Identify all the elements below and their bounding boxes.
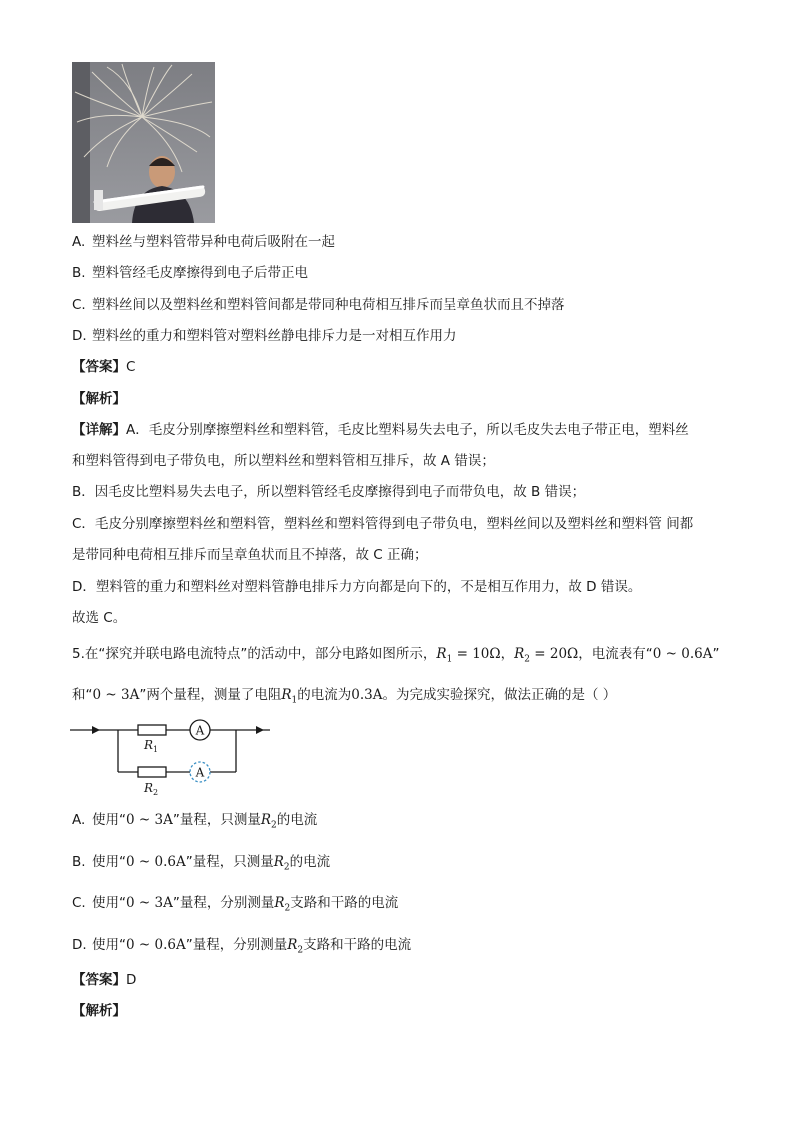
q4-option-b: B. 塑料管经毛皮摩擦得到电子后带正电 [72, 265, 308, 281]
q5-option-d: D. 使用“0 ~ 0.6A”量程，分别测量$R_2$支路和干路的电流 [72, 937, 412, 956]
q5-analysis-heading: 【解析】 [72, 1003, 126, 1019]
q4-detail-line-5: 是带同种电荷相互排斥而呈章鱼状而且不掉落，故 C 正确； [72, 547, 428, 563]
q4-conclusion: 故选 C。 [72, 610, 127, 626]
q4-answer: 【答案】C [72, 359, 136, 375]
q4-option-c: C. 塑料丝间以及塑料丝和塑料管间都是带同种电荷相互排斥而呈章鱼状而且不掉落 [72, 297, 565, 313]
ammeter-main-label: A [195, 723, 205, 738]
q5-stem-line-2: 和“0 ~ 3A”两个量程，测量了电阻$R_1$的电流为0.3A。为完成实验探究，做法正确的是（ ） [72, 687, 617, 706]
q4-detail-line-3: B．因毛皮比塑料易失去电子，所以塑料管经毛皮摩擦得到电子而带负电，故 B 错误； [72, 484, 586, 500]
q4-option-d: D. 塑料丝的重力和塑料管对塑料丝静电排斥力是一对相互作用力 [72, 328, 457, 344]
resistor-r2 [138, 767, 166, 777]
q4-analysis-heading: 【解析】 [72, 391, 126, 407]
r1-label: $R_1$ [144, 738, 159, 754]
r1-symbol: $R_1$ [281, 687, 298, 706]
q4-detail-line-4: C．毛皮分别摩擦塑料丝和塑料管，塑料丝和塑料管得到电子带负电，塑料丝间以及塑料丝和塑料管 间都 [72, 516, 694, 532]
octopus-experiment-photo [72, 62, 215, 223]
q5-stem-line-1: 5.在“探究并联电路电流特点”的活动中，部分电路如图所示，$R_1 = 10\Omega$，$R_2 = 20\Omega$，电流表有“0 ~ 0.6A” [72, 646, 720, 665]
q5-answer: 【答案】D [72, 972, 137, 988]
r2-equation: $R_2 = 20\Omega$ [514, 646, 579, 665]
ammeter-dashed-label: A [195, 765, 205, 780]
r1-equation: $R_1 = 10\Omega$ [436, 646, 501, 665]
q5-option-b: B. 使用“0 ~ 0.6A”量程，只测量$R_2$的电流 [72, 854, 331, 873]
q5-option-c: C. 使用“0 ~ 3A”量程，分别测量$R_2$支路和干路的电流 [72, 895, 399, 914]
q4-detail-line-6: D．塑料管的重力和塑料丝对塑料管静电排斥力方向都是向下的，不是相互作用力，故 D 错误。 [72, 579, 642, 595]
q4-detail-line-2: 和塑料管得到电子带负电，所以塑料丝和塑料管相互排斥，故 A 错误； [72, 453, 495, 469]
current-arrow-in-icon [92, 726, 100, 734]
parallel-circuit-diagram [70, 716, 280, 800]
q4-detail-line-1: 【详解】A．毛皮分别摩擦塑料丝和塑料管，毛皮比塑料易失去电子，所以毛皮失去电子带正电，塑料丝 [72, 422, 689, 438]
current-arrow-out-icon [256, 726, 264, 734]
r2-label: $R_2$ [144, 781, 159, 797]
q4-option-a: A. 塑料丝与塑料管带异种电荷后吸附在一起 [72, 234, 335, 250]
resistor-r1 [138, 725, 166, 735]
photo-illustration [72, 62, 215, 223]
q5-option-a: A. 使用“0 ~ 3A”量程，只测量$R_2$的电流 [72, 812, 318, 831]
